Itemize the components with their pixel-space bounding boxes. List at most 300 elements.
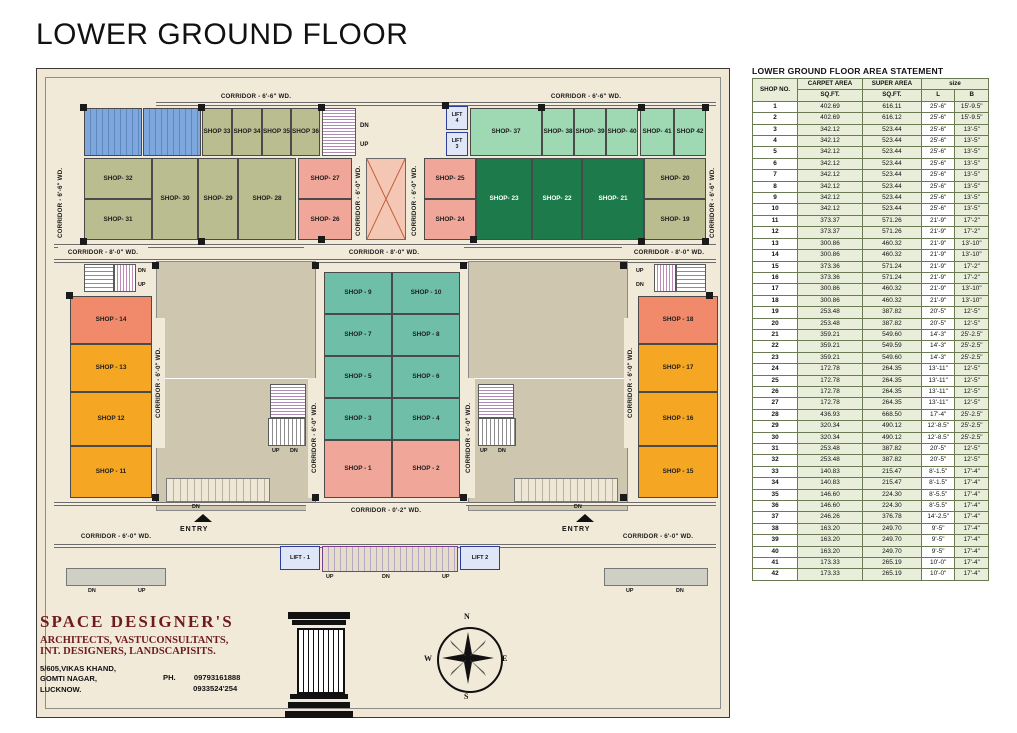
table-cell-l: 12'-8.5": [921, 421, 955, 432]
marker-dn-right-mid: DN: [636, 282, 644, 288]
table-cell-b: 17'-2": [955, 261, 989, 272]
column: [460, 494, 467, 501]
table-row: [753, 272, 989, 283]
table-cell-s: 264.35: [862, 375, 921, 386]
plan-shop-13[interactable]: SHOP - 13: [70, 344, 152, 392]
firm-phone-block: [163, 672, 240, 694]
corridor-center-left-vertical: CORRIDOR - 6'-0" WD.: [308, 378, 321, 498]
table-row: [753, 170, 989, 181]
column: [66, 292, 73, 299]
table-row: [753, 398, 989, 409]
table-cell-c: 359.21: [798, 352, 863, 363]
table-cell-l: 8'-5.5": [921, 489, 955, 500]
table-cell-l: 13'-11": [921, 386, 955, 397]
table-cell-shop: 5: [753, 147, 798, 158]
table-cell-c: 140.83: [798, 466, 863, 477]
table-cell-shop: 11: [753, 215, 798, 226]
table-cell-shop: 32: [753, 455, 798, 466]
table-cell-c: 253.48: [798, 444, 863, 455]
table-cell-c: 300.86: [798, 250, 863, 261]
table-cell-shop: 42: [753, 569, 798, 580]
table-cell-c: 300.86: [798, 284, 863, 295]
marker-up-center-right: UP: [480, 448, 488, 454]
atrium-right-guide: [468, 378, 628, 379]
table-cell-b: 12'-5": [955, 444, 989, 455]
table-cell-b: 13'-5": [955, 158, 989, 169]
table-cell-shop: 12: [753, 227, 798, 238]
plan-shop-11[interactable]: SHOP - 11: [70, 446, 152, 498]
phone-number-2: 0933524'254: [193, 684, 238, 693]
table-cell-s: 249.70: [862, 535, 921, 546]
marker-up-strip-left: UP: [138, 588, 146, 594]
table-cell-c: 246.26: [798, 512, 863, 523]
plan-shop-34[interactable]: SHOP 34: [232, 108, 262, 156]
table-cell-b: 17'-4": [955, 558, 989, 569]
corridor-top-line: [156, 102, 716, 106]
table-cell-c: 253.48: [798, 318, 863, 329]
plan-shop-36[interactable]: SHOP 36: [291, 108, 320, 156]
corridor-top-left: CORRIDOR - 6'-6" WD.: [166, 90, 346, 102]
lift-shaft-left-mid: [114, 264, 136, 292]
column: [80, 238, 87, 245]
table-cell-b: 17'-2": [955, 272, 989, 283]
table-cell-l: 14'-3": [921, 329, 955, 340]
table-cell-s: 549.60: [862, 329, 921, 340]
table-cell-l: 25'-6": [921, 204, 955, 215]
marker-up-strip-right: UP: [626, 588, 634, 594]
column: [318, 104, 325, 111]
table-cell-c: 402.69: [798, 113, 863, 124]
table-cell-shop: 16: [753, 272, 798, 283]
table-cell-c: 359.21: [798, 329, 863, 340]
plan-shop-30[interactable]: SHOP- 30: [152, 158, 198, 240]
table-cell-shop: 33: [753, 466, 798, 477]
plan-shop-9[interactable]: SHOP - 9: [324, 272, 392, 314]
plan-shop-27[interactable]: SHOP- 27: [298, 158, 352, 199]
table-row: [753, 295, 989, 306]
plan-strip-bottom-right: [604, 568, 708, 586]
table-cell-l: 25'-6": [921, 136, 955, 147]
table-cell-shop: 30: [753, 432, 798, 443]
plan-shop-14[interactable]: SHOP - 14: [70, 296, 152, 344]
table-cell-s: 490.12: [862, 421, 921, 432]
table-cell-b: 25'-2.5": [955, 409, 989, 420]
table-cell-shop: 22: [753, 341, 798, 352]
table-cell-c: 253.48: [798, 455, 863, 466]
plan-shop-18[interactable]: SHOP - 18: [638, 296, 718, 344]
column: [638, 238, 645, 245]
table-cell-c: 359.21: [798, 341, 863, 352]
table-cell-c: 320.34: [798, 421, 863, 432]
column: [620, 494, 627, 501]
table-row: [753, 101, 989, 112]
table-cell-s: 460.32: [862, 284, 921, 295]
corridor-lower-left-vertical: CORRIDOR - 6'-0" WD.: [152, 318, 165, 448]
table-cell-c: 163.20: [798, 546, 863, 557]
table-cell-shop: 41: [753, 558, 798, 569]
table-row: [753, 250, 989, 261]
plan-shop-29[interactable]: SHOP- 29: [198, 158, 238, 240]
table-cell-s: 265.19: [862, 558, 921, 569]
marker-dn-center-right: DN: [498, 448, 506, 454]
plan-shop-39[interactable]: SHOP- 39: [574, 108, 606, 156]
table-cell-c: 253.48: [798, 307, 863, 318]
escalator-bottom: [322, 546, 458, 572]
table-cell-b: 25'-2.5": [955, 432, 989, 443]
table-cell-c: 373.37: [798, 215, 863, 226]
table-row: [753, 478, 989, 489]
entry-arrow-right: [576, 514, 594, 522]
corridor-left-vertical: CORRIDOR - 6'-6" WD.: [54, 138, 67, 268]
table-row: [753, 512, 989, 523]
table-cell-s: 549.59: [862, 341, 921, 352]
table-row: [753, 444, 989, 455]
compass-east-label: E: [502, 654, 508, 663]
plan-shop-20[interactable]: SHOP- 20: [644, 158, 706, 199]
table-cell-s: 523.44: [862, 147, 921, 158]
table-row: [753, 124, 989, 135]
plan-shop-15[interactable]: SHOP - 15: [638, 446, 718, 498]
table-cell-b: 13'-5": [955, 170, 989, 181]
table-cell-l: 25'-6": [921, 147, 955, 158]
table-cell-l: 21'-9": [921, 261, 955, 272]
table-cell-s: 376.78: [862, 512, 921, 523]
corridor-bottom-left: CORRIDOR - 6'-0" WD.: [64, 530, 168, 542]
table-cell-b: 13'-5": [955, 124, 989, 135]
table-cell-l: 14'-3": [921, 341, 955, 352]
table-cell-c: 163.20: [798, 535, 863, 546]
table-cell-b: 25'-2.5": [955, 329, 989, 340]
table-cell-c: 342.12: [798, 158, 863, 169]
table-cell-l: 21'-9": [921, 272, 955, 283]
plan-shop-35[interactable]: SHOP 35: [262, 108, 291, 156]
plan-shop-2[interactable]: SHOP - 2: [392, 440, 460, 498]
table-cell-l: 8'-1.5": [921, 466, 955, 477]
compass-rose-icon: [420, 612, 516, 712]
table-cell-s: 387.82: [862, 318, 921, 329]
plan-shop-8[interactable]: SHOP - 8: [392, 314, 460, 356]
plan-core-upper: [366, 158, 406, 240]
table-row: [753, 147, 989, 158]
plan-shop-3[interactable]: SHOP - 3: [324, 398, 392, 440]
marker-dn-bottom-center: DN: [382, 574, 390, 580]
plan-shop-28[interactable]: SHOP- 28: [238, 158, 296, 240]
table-cell-shop: 14: [753, 250, 798, 261]
plan-shop-19[interactable]: SHOP- 19: [644, 199, 706, 240]
table-cell-s: 264.35: [862, 386, 921, 397]
plan-shop-16[interactable]: SHOP - 16: [638, 392, 718, 446]
th-unit-super: SQ.FT.: [862, 90, 921, 101]
plan-shop-6[interactable]: SHOP - 6: [392, 356, 460, 398]
table-cell-shop: 36: [753, 501, 798, 512]
plan-shop-21[interactable]: SHOP- 21: [582, 158, 644, 240]
table-row: [753, 409, 989, 420]
table-cell-l: 21'-9": [921, 284, 955, 295]
table-cell-shop: 2: [753, 113, 798, 124]
table-cell-s: 215.47: [862, 478, 921, 489]
area-table: [752, 78, 989, 581]
table-cell-b: 25'-2.5": [955, 341, 989, 352]
table-cell-l: 10'-0": [921, 558, 955, 569]
table-cell-c: 146.60: [798, 489, 863, 500]
table-cell-shop: 17: [753, 284, 798, 295]
entry-arrow-left: [194, 514, 212, 522]
area-table-body: [753, 101, 989, 580]
table-cell-l: 21'-9": [921, 215, 955, 226]
table-cell-c: 172.78: [798, 364, 863, 375]
table-row: [753, 546, 989, 557]
marker-dn-entry-right: DN: [574, 504, 582, 510]
table-cell-c: 300.86: [798, 238, 863, 249]
table-cell-s: 215.47: [862, 466, 921, 477]
table-cell-b: 17'-4": [955, 512, 989, 523]
marker-up-right-mid: UP: [636, 268, 644, 274]
marker-up-left-mid: UP: [138, 282, 146, 288]
table-cell-shop: 9: [753, 193, 798, 204]
staircase-right-mid: [676, 264, 706, 292]
column: [152, 262, 159, 269]
table-cell-l: 21'-9": [921, 250, 955, 261]
table-cell-s: 387.82: [862, 307, 921, 318]
table-cell-b: 17'-4": [955, 535, 989, 546]
table-cell-shop: 19: [753, 307, 798, 318]
table-cell-c: 172.78: [798, 375, 863, 386]
plan-shop-4[interactable]: SHOP - 4: [392, 398, 460, 440]
table-cell-shop: 35: [753, 489, 798, 500]
table-cell-l: 20'-5": [921, 444, 955, 455]
plan-shop-22[interactable]: SHOP- 22: [532, 158, 582, 240]
table-row: [753, 227, 989, 238]
table-cell-b: 13'-5": [955, 136, 989, 147]
table-cell-b: 25'-2.5": [955, 421, 989, 432]
table-cell-s: 571.24: [862, 272, 921, 283]
plan-shop-23[interactable]: SHOP- 23: [476, 158, 532, 240]
table-row: [753, 307, 989, 318]
table-cell-b: 25'-2.5": [955, 352, 989, 363]
table-cell-b: 12'-5": [955, 318, 989, 329]
table-cell-l: 13'-11": [921, 398, 955, 409]
table-cell-s: 460.32: [862, 238, 921, 249]
table-row: [753, 284, 989, 295]
table-cell-l: 9'-5": [921, 546, 955, 557]
area-statement-title: LOWER GROUND FLOOR AREA STATEMENT: [752, 66, 944, 76]
marker-up-top-left: UP: [360, 142, 369, 148]
column-ornament-icon: [288, 612, 350, 720]
table-row: [753, 375, 989, 386]
table-cell-shop: 15: [753, 261, 798, 272]
marker-dn-strip-right: DN: [676, 588, 684, 594]
table-cell-shop: 10: [753, 204, 798, 215]
table-cell-b: 17'-4": [955, 523, 989, 534]
plan-shop-41[interactable]: SHOP- 41: [640, 108, 674, 156]
plan-shop-5[interactable]: SHOP - 5: [324, 356, 392, 398]
table-cell-b: 17'-4": [955, 546, 989, 557]
escalator-center-left: [270, 384, 306, 418]
table-cell-c: 342.12: [798, 124, 863, 135]
lift-core-left[interactable]: LIFT 4: [446, 106, 468, 130]
plan-shop-26[interactable]: SHOP- 26: [298, 199, 352, 240]
plan-shop-24[interactable]: SHOP- 24: [424, 199, 476, 240]
column: [702, 238, 709, 245]
table-row: [753, 489, 989, 500]
table-cell-s: 571.26: [862, 227, 921, 238]
table-cell-c: 300.86: [798, 295, 863, 306]
table-cell-l: 21'-9": [921, 295, 955, 306]
table-cell-c: 342.12: [798, 170, 863, 181]
table-cell-b: 13'-10": [955, 295, 989, 306]
table-cell-c: 140.83: [798, 478, 863, 489]
table-cell-shop: 1: [753, 101, 798, 112]
area-statement: [752, 66, 992, 581]
table-cell-shop: 26: [753, 386, 798, 397]
lift-2[interactable]: LIFT 2: [460, 546, 500, 570]
column: [312, 262, 319, 269]
plan-shop-31[interactable]: SHOP- 31: [84, 199, 152, 240]
table-cell-c: 373.36: [798, 261, 863, 272]
table-cell-b: 15'-9.5": [955, 101, 989, 112]
table-cell-s: 523.44: [862, 170, 921, 181]
entry-label-left: ENTRY: [180, 526, 209, 533]
compass-north-label: N: [464, 612, 470, 621]
table-cell-s: 460.32: [862, 250, 921, 261]
plan-shop-33[interactable]: SHOP 33: [202, 108, 232, 156]
table-cell-b: 17'-4": [955, 501, 989, 512]
plan-shop-10[interactable]: SHOP - 10: [392, 272, 460, 314]
compass-star-icon: [442, 632, 494, 684]
staircase-left-mid: [84, 264, 114, 292]
table-cell-c: 373.37: [798, 227, 863, 238]
table-row: [753, 501, 989, 512]
plan-cell-toilet-right: [143, 108, 201, 156]
lift-1[interactable]: LIFT - 1: [280, 546, 320, 570]
table-cell-s: 264.35: [862, 364, 921, 375]
corridor-mid-right-vertical: CORRIDOR - 6'-0" WD.: [408, 160, 421, 242]
table-cell-b: 17'-4": [955, 478, 989, 489]
plan-shop-32[interactable]: SHOP- 32: [84, 158, 152, 199]
table-cell-shop: 40: [753, 546, 798, 557]
corridor-bottom-right: CORRIDOR - 6'-0" WD.: [606, 530, 710, 542]
plan-shop-1[interactable]: SHOP - 1: [324, 440, 392, 498]
column: [706, 292, 713, 299]
table-row: [753, 136, 989, 147]
table-row: [753, 318, 989, 329]
table-cell-c: 342.12: [798, 181, 863, 192]
table-cell-c: 163.20: [798, 523, 863, 534]
marker-dn-top-left: DN: [360, 123, 369, 129]
column: [198, 104, 205, 111]
corridor-lower-right-vertical: CORRIDOR - 6'-0" WD.: [624, 318, 637, 448]
plan-shop-42[interactable]: SHOP 42: [674, 108, 706, 156]
lift-core-right[interactable]: LIFT 3: [446, 132, 468, 156]
table-cell-l: 13'-11": [921, 364, 955, 375]
column: [198, 238, 205, 245]
table-cell-s: 249.70: [862, 523, 921, 534]
th-size: size: [921, 79, 988, 90]
marker-dn-entry-left: DN: [192, 504, 200, 510]
table-cell-b: 17'-2": [955, 227, 989, 238]
table-cell-s: 523.44: [862, 158, 921, 169]
corridor-right-vertical: CORRIDOR - 6'-6" WD.: [706, 138, 719, 268]
firm-name: SPACE DESIGNER'S: [40, 612, 234, 631]
table-cell-l: 20'-5": [921, 318, 955, 329]
table-cell-s: 460.32: [862, 295, 921, 306]
plan-shop-25[interactable]: SHOP- 25: [424, 158, 476, 199]
table-cell-b: 12'-5": [955, 398, 989, 409]
marker-dn-strip-left: DN: [88, 588, 96, 594]
table-cell-shop: 4: [753, 136, 798, 147]
table-cell-c: 173.33: [798, 558, 863, 569]
table-row: [753, 558, 989, 569]
table-cell-shop: 8: [753, 181, 798, 192]
plan-shop-40[interactable]: SHOP- 40: [606, 108, 638, 156]
table-cell-shop: 3: [753, 124, 798, 135]
table-row: [753, 261, 989, 272]
table-cell-l: 9'-5": [921, 523, 955, 534]
plan-shop-7[interactable]: SHOP - 7: [324, 314, 392, 356]
ramp-left: [166, 478, 270, 502]
table-cell-b: 13'-5": [955, 181, 989, 192]
corridor-bottom-center: CORRIDOR - 0'-2" WD.: [306, 504, 466, 516]
th-unit-carpet: SQ.FT.: [798, 90, 863, 101]
column: [638, 104, 645, 111]
table-row: [753, 523, 989, 534]
table-cell-s: 523.44: [862, 204, 921, 215]
escalator-center-right: [478, 384, 514, 418]
plan-shop-38[interactable]: SHOP- 38: [542, 108, 574, 156]
firm-address-line: 5/605,VIKAS KHAND,: [40, 664, 116, 673]
table-cell-l: 20'-5": [921, 307, 955, 318]
table-row: [753, 364, 989, 375]
table-cell-s: 490.12: [862, 432, 921, 443]
table-cell-l: 8'-5.5": [921, 501, 955, 512]
lift-shaft-right-mid: [654, 264, 676, 292]
table-row: [753, 329, 989, 340]
table-cell-b: 17'-2": [955, 215, 989, 226]
corridor-mid-band-center: CORRIDOR - 8'-0" WD.: [304, 246, 464, 258]
corridor-top-right: CORRIDOR - 6'-6" WD.: [486, 90, 686, 102]
marker-up-bottom-left: UP: [326, 574, 334, 580]
plan-shop-37[interactable]: SHOP- 37: [470, 108, 542, 156]
plan-shop-17[interactable]: SHOP - 17: [638, 344, 718, 392]
table-row: [753, 238, 989, 249]
plan-shop-12[interactable]: SHOP 12: [70, 392, 152, 446]
table-cell-shop: 38: [753, 523, 798, 534]
table-cell-l: 25'-6": [921, 124, 955, 135]
table-cell-shop: 18: [753, 295, 798, 306]
table-cell-b: 13'-10": [955, 284, 989, 295]
table-cell-s: 549.60: [862, 352, 921, 363]
column: [538, 104, 545, 111]
table-cell-shop: 39: [753, 535, 798, 546]
table-cell-b: 17'-4": [955, 466, 989, 477]
table-cell-shop: 27: [753, 398, 798, 409]
table-cell-shop: 29: [753, 421, 798, 432]
th-size-b: B: [955, 90, 989, 101]
table-cell-c: 402.69: [798, 101, 863, 112]
table-cell-c: 172.78: [798, 386, 863, 397]
table-row: [753, 432, 989, 443]
table-cell-l: 25'-6": [921, 101, 955, 112]
corridor-mid-band-right: CORRIDOR - 8'-0" WD.: [622, 246, 716, 258]
table-row: [753, 569, 989, 580]
table-cell-s: 616.11: [862, 101, 921, 112]
table-cell-l: 25'-6": [921, 170, 955, 181]
table-cell-b: 15'-9.5": [955, 113, 989, 124]
table-cell-l: 25'-6": [921, 193, 955, 204]
marker-dn-center-left: DN: [290, 448, 298, 454]
table-cell-l: 14'-2.5": [921, 512, 955, 523]
table-cell-shop: 28: [753, 409, 798, 420]
